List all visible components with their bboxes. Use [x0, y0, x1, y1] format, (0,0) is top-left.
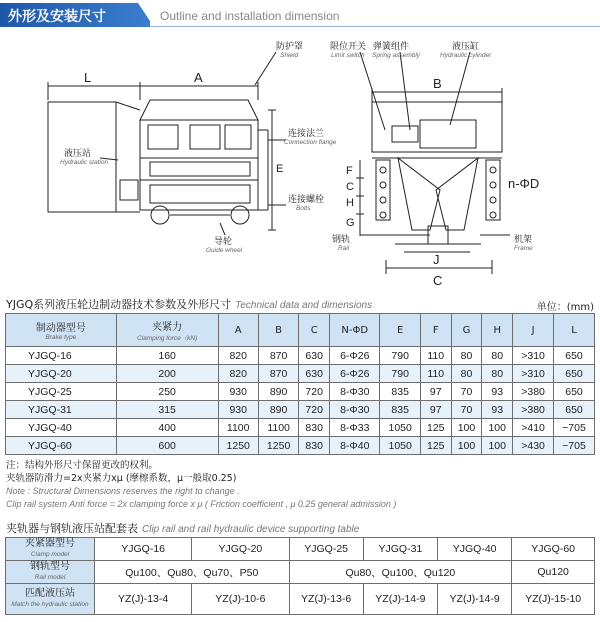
- clamp-model-cell: YJGQ-40: [438, 538, 512, 561]
- left-jaw-shape: [398, 158, 440, 230]
- guide-wheel-label: 导轮: [214, 237, 233, 247]
- header-title: 外形及安装尺寸: [8, 9, 106, 25]
- clamp-model-cell: YJGQ-60: [512, 538, 595, 561]
- match-table: [5, 537, 595, 615]
- guide-wheel-right: [231, 206, 249, 224]
- dim-H: H: [346, 197, 354, 209]
- spec-cell: 125: [420, 437, 451, 455]
- header-subtitle: Outline and installation dimension: [160, 9, 340, 23]
- notes: [6, 459, 596, 511]
- spec-cell: 720: [299, 383, 330, 401]
- spec-header-cell: [116, 314, 218, 347]
- spec-cell: 870: [258, 365, 298, 383]
- spring-assembly-shape: [392, 126, 418, 142]
- spec-table: [5, 313, 595, 455]
- match-head-en: Match the hydraulic station: [11, 601, 89, 608]
- spec-model-cell: YJGQ-20: [6, 365, 117, 383]
- spec-cell: 830: [299, 419, 330, 437]
- frame-label-en: Frame: [514, 245, 533, 252]
- clamp-model-cell: YJGQ-16: [95, 538, 192, 561]
- spec-cell: 8-Φ30: [330, 383, 380, 401]
- spec-header-cn: A: [234, 324, 242, 336]
- right-jaw-shape: [436, 158, 478, 230]
- spec-model-cell: YJGQ-16: [6, 347, 117, 365]
- spec-cell: 100: [451, 437, 482, 455]
- spec-header-cn: H: [493, 324, 501, 336]
- spec-cell: 720: [299, 401, 330, 419]
- station-row: [6, 584, 595, 615]
- spec-title: YJGQ系列液压轮边制动器技术参数及外形尺寸 Technical data and dimensions: [6, 298, 373, 311]
- dim-n-phi-D: n-ΦD: [508, 176, 540, 191]
- spec-cell: 100: [451, 419, 482, 437]
- spec-header-cn: E: [397, 324, 404, 336]
- match-head-cn: 钢轨型号: [30, 561, 70, 572]
- shield-label: 防护罩: [276, 42, 304, 52]
- spec-cell: >310: [513, 347, 554, 365]
- spec-cell: 835: [380, 383, 420, 401]
- spec-body: [6, 347, 595, 455]
- brake-body-shape: [140, 120, 258, 210]
- spec-cell: 160: [116, 347, 218, 365]
- clamp-model-cell: YJGQ-25: [289, 538, 363, 561]
- spec-cell: 790: [380, 365, 420, 383]
- rail-shape: [428, 226, 448, 244]
- match-head-en: Clamp model: [30, 551, 70, 558]
- spec-header-cell: [330, 314, 380, 347]
- note-line-1: 注：结构外形尺寸保留更改的权利。: [6, 460, 159, 471]
- dim-L: L: [84, 70, 92, 85]
- clamp-model-row: [6, 538, 595, 561]
- guide-wheel-left: [151, 206, 169, 224]
- rail-model-row: [6, 561, 595, 584]
- shield-label-en: Shield: [280, 52, 299, 59]
- station-cell: YZ(J)-15-10: [512, 584, 595, 615]
- note-line-2: 夹轨器防滑力=2x夹紧力xμ (摩檫系数，μ一般取0.25): [6, 473, 237, 484]
- spec-cell: 650: [554, 347, 595, 365]
- station-cell: YZ(J)-10-6: [192, 584, 289, 615]
- spec-cell: 97: [420, 383, 451, 401]
- spec-cell: 8-Φ30: [330, 401, 380, 419]
- spring-assembly-label: 弹簧组件: [373, 42, 410, 52]
- rail-model-cell: Qu80、Qu100、Qu120: [289, 561, 512, 584]
- outline-drawing-svg: [0, 30, 600, 288]
- spec-cell: >430: [513, 437, 554, 455]
- spec-cell: >410: [513, 419, 554, 437]
- spec-cell: 80: [451, 365, 482, 383]
- spec-cell: 890: [258, 401, 298, 419]
- spec-cell: >380: [513, 383, 554, 401]
- hydraulic-cylinder-shape: [420, 120, 476, 148]
- dim-C: C: [433, 273, 443, 288]
- spec-header-cell: [218, 314, 258, 347]
- spec-header-cell: [420, 314, 451, 347]
- spec-cell: 930: [218, 383, 258, 401]
- spec-header-cn: B: [275, 324, 283, 336]
- hydraulic-station-label: 液压站: [64, 149, 92, 159]
- spec-cell: 93: [482, 383, 513, 401]
- limit-switch-label-en: Limit switch: [331, 52, 365, 59]
- spec-cell: 93: [482, 401, 513, 419]
- spec-row: [6, 347, 595, 365]
- spec-header-cn: N-ΦD: [341, 324, 369, 336]
- bolts-label-en: Bolts: [296, 205, 311, 212]
- spec-cell: 630: [299, 365, 330, 383]
- limit-switch-label: 限位开关: [330, 42, 367, 52]
- spec-cell: 930: [218, 401, 258, 419]
- spec-header-cn: 夹紧力: [152, 322, 183, 333]
- spec-cell: 820: [218, 347, 258, 365]
- spec-cell: 870: [258, 347, 298, 365]
- spec-cell: −705: [554, 419, 595, 437]
- frame-label: 机架: [514, 235, 533, 245]
- shield-shape: [140, 100, 258, 120]
- spec-cell: 8-Φ33: [330, 419, 380, 437]
- rail-label: 钢轨: [332, 235, 351, 245]
- spring-assembly-label-en: Spring assembly: [372, 52, 421, 59]
- spec-cell: 100: [482, 419, 513, 437]
- spec-cell: 125: [420, 419, 451, 437]
- spec-cell: 790: [380, 347, 420, 365]
- bolts-label: 连接螺栓: [288, 195, 325, 205]
- station-cell: YZ(J)-14-9: [438, 584, 512, 615]
- spec-cell: 830: [299, 437, 330, 455]
- spec-header-cell: [6, 314, 117, 347]
- page-header: [0, 0, 600, 30]
- spec-cell: 110: [420, 347, 451, 365]
- spec-cell: 315: [116, 401, 218, 419]
- spec-header-cell: [482, 314, 513, 347]
- note-line-4: Clip rail system Anti force = 2x clamping force x μ ( Friction coefficient , μ 0.25 general admission ): [6, 499, 397, 509]
- spec-cell: 8-Φ40: [330, 437, 380, 455]
- spec-cell: 650: [554, 365, 595, 383]
- spec-model-cell: YJGQ-31: [6, 401, 117, 419]
- match-head-cell: [6, 538, 95, 561]
- spec-cell: 835: [380, 401, 420, 419]
- clamp-model-cell: YJGQ-31: [363, 538, 437, 561]
- spec-header-cell: [258, 314, 298, 347]
- rail-model-cell: Qu120: [512, 561, 595, 584]
- spec-cell: >380: [513, 401, 554, 419]
- spec-cell: 650: [554, 383, 595, 401]
- dim-B: B: [433, 76, 442, 91]
- dim-E: E: [276, 163, 284, 175]
- spec-row: [6, 383, 595, 401]
- dim-J: J: [433, 252, 440, 267]
- spec-cell: −705: [554, 437, 595, 455]
- spec-row: [6, 419, 595, 437]
- spec-cell: 1050: [380, 419, 420, 437]
- match-head-en: Rail model: [34, 574, 66, 581]
- spec-cell: 200: [116, 365, 218, 383]
- match-head-cn: 夹紧器型号: [25, 538, 75, 549]
- spec-cell: 600: [116, 437, 218, 455]
- spec-cell: 70: [451, 383, 482, 401]
- note-line-3: Note : Structural Dimensions reserves the right to change .: [6, 486, 240, 496]
- spec-cell: 97: [420, 401, 451, 419]
- spec-model-cell: YJGQ-25: [6, 383, 117, 401]
- rail-label-en: Rail: [338, 245, 350, 252]
- spec-cell: 70: [451, 401, 482, 419]
- match-head-cell: [6, 561, 95, 584]
- spec-cell: >310: [513, 365, 554, 383]
- spec-cell: 1100: [258, 419, 298, 437]
- spec-header-cn: F: [432, 324, 439, 336]
- station-cell: YZ(J)-14-9: [363, 584, 437, 615]
- connection-flange-label-en: Connection flange: [284, 139, 337, 146]
- spec-cell: 1250: [218, 437, 258, 455]
- spec-cell: 6-Φ26: [330, 365, 380, 383]
- spec-cell: 400: [116, 419, 218, 437]
- connection-flange-label: 连接法兰: [288, 129, 325, 139]
- spec-row: [6, 437, 595, 455]
- spec-row: [6, 401, 595, 419]
- spec-header-en: Clamping force（kN): [136, 335, 198, 342]
- dim-C-vertical: C: [346, 181, 354, 193]
- spec-model-cell: YJGQ-60: [6, 437, 117, 455]
- spec-cell: 80: [482, 347, 513, 365]
- unit-label: 单位：(mm): [536, 302, 594, 313]
- match-head-cell: [6, 584, 95, 615]
- station-cell: YZ(J)-13-6: [289, 584, 363, 615]
- spec-cell: 250: [116, 383, 218, 401]
- dim-G: G: [346, 217, 355, 229]
- spec-cell: 820: [218, 365, 258, 383]
- spec-header-cn: J: [531, 324, 535, 336]
- dim-F: F: [346, 165, 353, 177]
- spec-model-cell: YJGQ-40: [6, 419, 117, 437]
- spec-header-cell: [554, 314, 595, 347]
- match-title: 夹轨器与钢轨液压站配套表 Clip rail and rail hydraulic device supporting table: [6, 522, 360, 535]
- spec-header-cn: L: [571, 324, 577, 336]
- spec-cell: 1100: [218, 419, 258, 437]
- spec-cell: 1050: [380, 437, 420, 455]
- spec-header-cell: [513, 314, 554, 347]
- spec-header-cell: [451, 314, 482, 347]
- spec-header-cn: 制动器型号: [35, 323, 86, 334]
- spec-header-en: Brake type: [45, 334, 77, 341]
- spec-cell: 110: [420, 365, 451, 383]
- spec-cell: 80: [482, 365, 513, 383]
- spec-cell: 890: [258, 383, 298, 401]
- spec-cell: 630: [299, 347, 330, 365]
- spec-header-cell: [380, 314, 420, 347]
- spec-cell: 80: [451, 347, 482, 365]
- spec-header-cn: C: [310, 324, 318, 336]
- hydraulic-station-label-en: Hydraulic station: [60, 159, 109, 166]
- match-head-cn: 匹配液压站: [25, 588, 75, 599]
- outline-drawing: [0, 30, 600, 288]
- spec-cell: 650: [554, 401, 595, 419]
- spec-cell: 100: [482, 437, 513, 455]
- spec-row: [6, 365, 595, 383]
- hydraulic-cylinder-label-en: Hydraulic cylinder: [440, 52, 492, 59]
- spec-cell: 1250: [258, 437, 298, 455]
- spec-header-cn: G: [462, 324, 471, 336]
- spec-header-row: [6, 314, 595, 347]
- station-cell: YZ(J)-13-4: [95, 584, 192, 615]
- spec-cell: 6-Φ26: [330, 347, 380, 365]
- dim-A: A: [194, 70, 203, 85]
- rail-model-cell: Qu100、Qu80、Qu70、P50: [95, 561, 290, 584]
- clamp-model-cell: YJGQ-20: [192, 538, 289, 561]
- guide-wheel-label-en: Guide wheel: [206, 247, 243, 254]
- hydraulic-cylinder-label: 液压缸: [452, 42, 480, 52]
- spec-header-cell: [299, 314, 330, 347]
